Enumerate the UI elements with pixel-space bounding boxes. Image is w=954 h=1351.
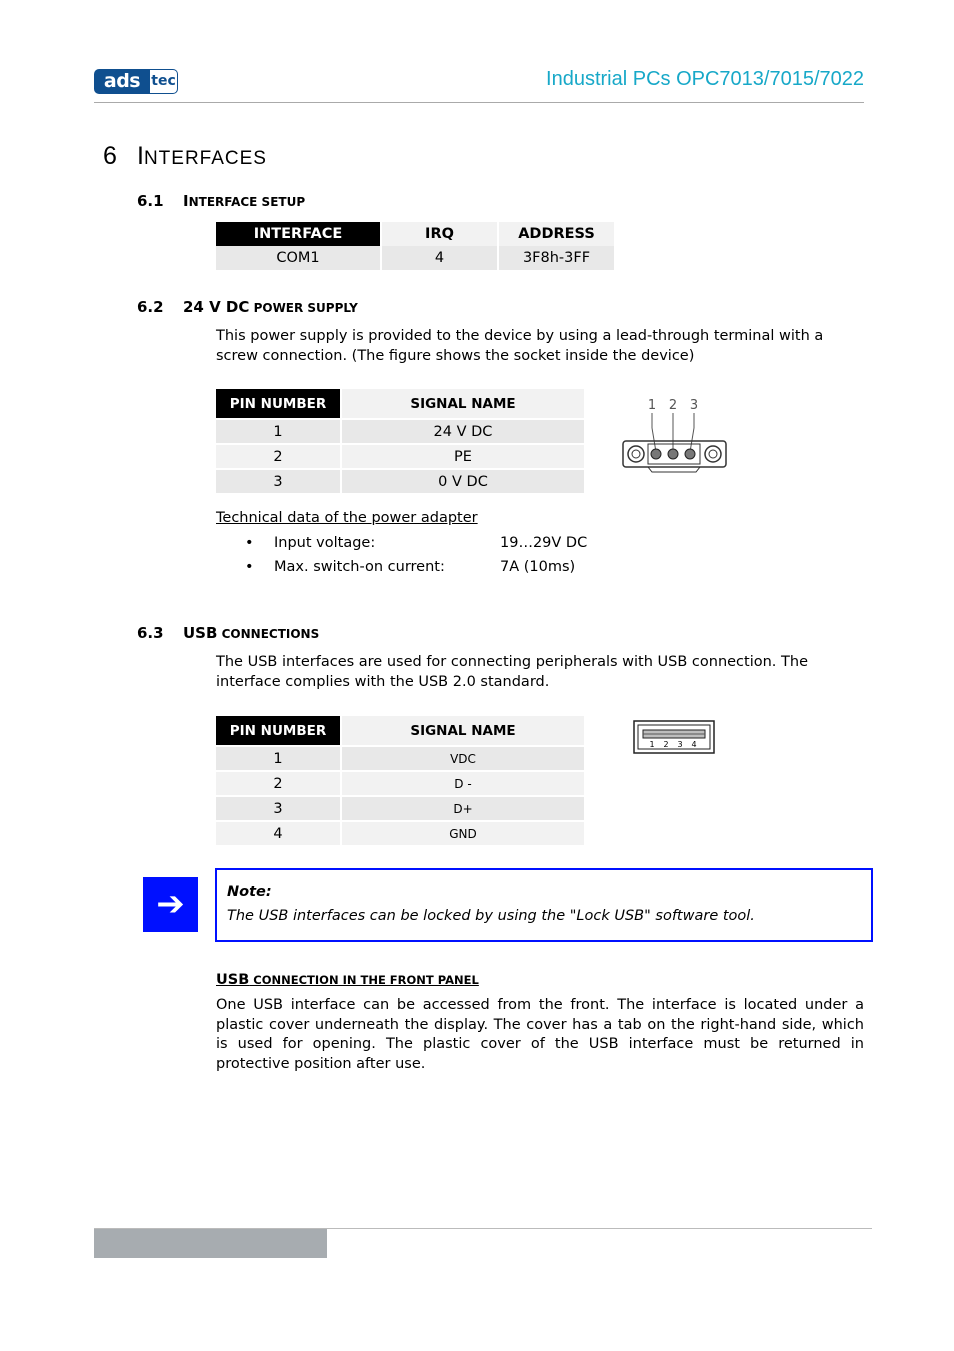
table-cell: 3F8h-3FF [498,246,614,270]
section-title-main: 24 V DC [183,298,250,316]
connector-pin-label: 1 [647,398,657,413]
table-row [216,419,584,444]
power-connector-icon [618,394,730,476]
connector-pin-label: 3 [689,398,699,413]
section-title-main: USB [183,624,218,642]
table-cell: PE [341,444,584,469]
table-header-row [216,222,614,246]
bullet: • [245,535,254,551]
table-cell: 0 V DC [341,469,584,493]
list-item [245,535,587,551]
tech-value: 7A (10ms) [500,559,576,575]
table-row [216,444,584,469]
footer-bar [94,1229,327,1258]
table-cell: 3 [216,796,341,821]
note-text: The USB interfaces can be locked by using the "Lock USB" software tool. [227,908,755,924]
table-row [216,246,614,270]
section-number: 6.2 [137,298,164,316]
logo-tec-text: tec [150,69,178,94]
table-row [216,821,584,845]
table-header-row [216,716,584,746]
document-title: Industrial PCs OPC7013/7015/7022 [546,68,864,90]
table-cell: GND [341,821,584,845]
chapter-heading [103,142,267,171]
section-number: 6.1 [137,192,164,210]
usb-pin-table [216,716,584,845]
table-cell: VDC [341,746,584,771]
table-header-cell: ADDRESS [498,222,614,246]
power-pin-table [216,389,584,493]
usb-connector-icon [633,720,715,754]
tech-value: 19…29V DC [500,535,588,551]
table-cell: 2 [216,444,341,469]
table-cell: 24 V DC [341,419,584,444]
table-cell: D - [341,771,584,796]
chapter-title-rest: NTERFACES [143,148,267,169]
section-title-rest: NTERFACE SETUP [188,195,306,209]
table-cell: 2 [216,771,341,796]
table-header-cell: SIGNAL NAME [341,389,584,419]
table-cell: 4 [216,821,341,845]
front-panel-heading-main: USB [216,972,250,988]
usb-intro: The USB interfaces are used for connecting peripherals with USB connection. The interface complies with the USB 2.0 standard. [216,654,808,690]
tech-data-title: Technical data of the power adapter [216,510,478,526]
section-title-rest: POWER SUPPLY [249,301,358,315]
chapter-title-initial: I [137,142,144,170]
table-header-cell: INTERFACE [216,222,381,246]
table-header-row [216,389,584,419]
note-title: Note: [227,884,272,900]
table-cell: D+ [341,796,584,821]
front-panel-heading-rest: CONNECTION IN THE FRONT PANEL [249,973,479,987]
section-number: 6.3 [137,624,164,642]
usb-pin-label: 3 [677,740,683,749]
section-heading-interface-setup [137,192,305,210]
tech-label: Input voltage: [274,535,376,551]
table-header-cell: PIN NUMBER [216,716,341,746]
logo-ads-text: ads [94,69,150,94]
usb-pin-label: 1 [649,740,655,749]
section-heading-usb-connections [137,624,319,642]
table-cell: COM1 [216,246,381,270]
connector-pin-label: 2 [668,398,678,413]
table-header-cell: IRQ [381,222,498,246]
power-supply-intro: This power supply is provided to the device by using a lead-through terminal with a screw connection. (The figure shows the socket inside the device) [216,328,824,364]
bullet: • [245,559,254,575]
list-item [245,559,575,575]
front-panel-heading [216,972,479,988]
table-header-cell: PIN NUMBER [216,389,341,419]
section-title-rest: CONNECTIONS [217,627,320,641]
header-divider [94,102,864,103]
table-row [216,771,584,796]
table-cell: 4 [381,246,498,270]
table-cell: 1 [216,746,341,771]
front-panel-text: One USB interface can be accessed from the front. The interface is located under a plastic cover underneath the display. The cover has a tab on the right-hand side, which is used for opening. The plastic cover of the USB interface must be returned in protective position after use. [216,997,864,1072]
table-cell: 3 [216,469,341,493]
interface-setup-table [216,222,614,270]
tech-label: Max. switch-on current: [274,559,445,575]
table-row [216,796,584,821]
table-row [216,746,584,771]
table-cell: 1 [216,419,341,444]
section-heading-power-supply [137,298,358,316]
note-arrow-icon: ➔ [143,877,198,932]
usb-pin-label: 2 [663,740,669,749]
section-title-initial: I [183,192,189,210]
usb-pin-label: 4 [691,740,697,749]
table-row [216,469,584,493]
chapter-number: 6 [103,142,117,170]
table-header-cell: SIGNAL NAME [341,716,584,746]
note-box [215,868,873,942]
